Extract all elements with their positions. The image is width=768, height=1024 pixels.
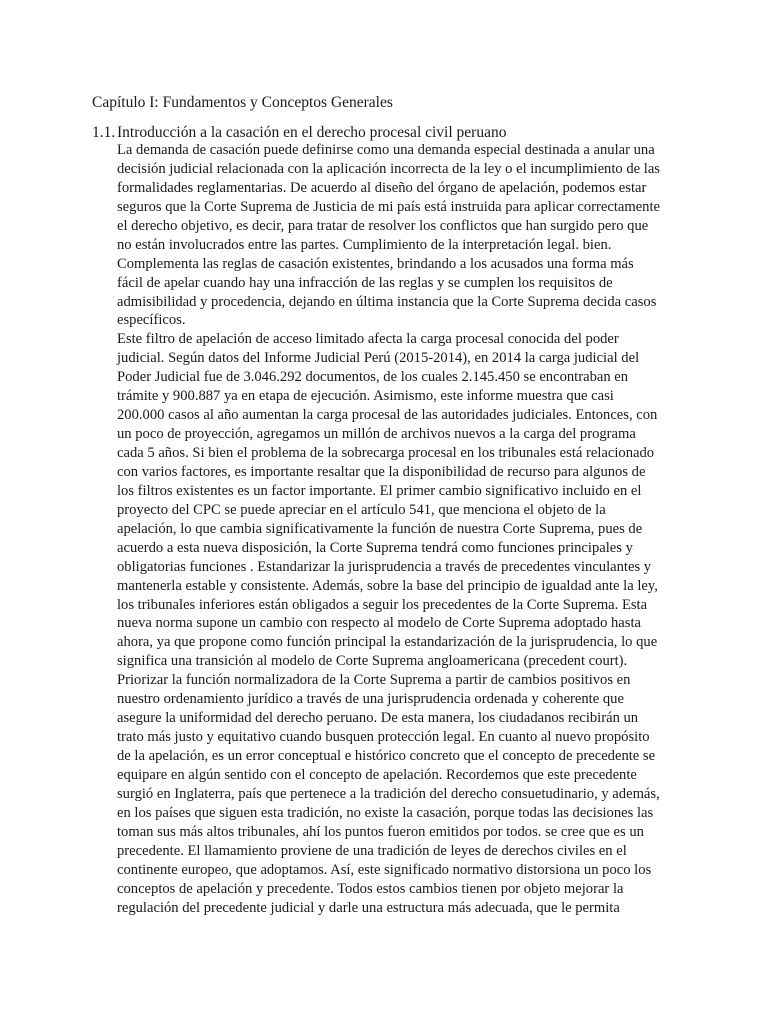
body-line: continente europeo, que adoptamos. Así, este significado normativo distorsiona un poco los [117,861,652,878]
body-line: regulación del precedente judicial y darle una estructura más adecuada, que le permita [117,899,620,916]
body-line: Poder Judicial fue de 3.046.292 documentos, de los cuales 2.145.450 se encontraban en [117,369,629,386]
body-line: ahora, ya que propone como función principal la estandarización de la jurisprudencia, lo que [117,634,658,651]
section-body [117,141,687,917]
section-title: Introducción a la casación en el derecho procesal civil peruano [117,124,507,141]
body-line: apelación, lo que cambia significativamente la función de nuestra Corte Suprema, pues de [117,520,643,537]
body-line: Este filtro de apelación de acceso limitado afecta la carga procesal conocida del poder [117,331,619,348]
body-line: los tribunales inferiores están obligados a seguir los precedentes de la Corte Suprema. Esta [117,596,648,613]
body-line: obligatorias funciones . Estandarizar la jurisprudencia a través de precedentes vinculantes y [117,558,652,575]
body-line: Priorizar la función normalizadora de la Corte Suprema a partir de cambios positivos en [117,672,631,689]
body-line: formalidades reglamentarias. De acuerdo al diseño del órgano de apelación, podemos estar [117,179,647,196]
body-line: no están involucrados entre las partes. Cumplimiento de la interpretación legal. bien. [117,236,612,253]
body-line: nuestro ordenamiento jurídico a través de una jurisprudencia ordenada y coherente que [117,691,624,708]
body-line: equipare en algún sentido con el concepto de apelación. Recordemos que este precedente [117,766,637,783]
body-line: admisibilidad y procedencia, dejando en última instancia que la Corte Suprema decida casos [117,293,657,310]
body-line: asegure la uniformidad del derecho peruano. De esta manera, los ciudadanos recibirán un [117,710,639,727]
body-line: 200.000 casos al año aumentan la carga procesal de las autoridades judiciales. Entonces, con [117,407,658,424]
body-line: cada 5 años. Si bien el problema de la sobrecarga procesal en los tribunales está relacionado [117,445,655,461]
body-line: seguros que la Corte Suprema de Justicia de mi país está instruida para aplicar correctamente [117,198,661,215]
body-line: de la apelación, es un error conceptual e histórico concreto que el concepto de precedente se [117,748,656,764]
body-line: nueva norma supone un cambio con respecto al modelo de Corte Suprema adoptado hasta [117,615,641,632]
body-line: conceptos de apelación y precedente. Todos estos cambios tienen por objeto mejorar la [117,880,624,897]
body-line: precedente. El llamamiento proviene de una tradición de leyes de derechos civiles en el [117,842,627,859]
body-line: decisión judicial relacionada con la aplicación incorrecta de la ley o el incumplimiento de las [117,160,660,177]
body-line: fácil de apelar cuando hay una infracción de las reglas y se cumplen los requisitos de [117,274,613,291]
body-line: específicos. [117,312,186,329]
body-line: acuerdo a esta nueva disposición, la Corte Suprema tendrá como funciones principales y [117,539,633,556]
body-line: judicial. Según datos del Informe Judicial Perú (2015-2014), en 2014 la carga judicial del [117,350,640,367]
body-line: La demanda de casación puede definirse como una demanda especial destinada a anular una [117,142,655,158]
section-number: 1.1. [92,124,116,141]
body-line: un poco de proyección, agregamos un millón de archivos nuevos a la carga del programa [117,426,636,443]
body-line: Complementa las reglas de casación existentes, brindando a los acusados una forma más [117,255,634,272]
body-line: el derecho objetivo, es decir, para tratar de resolver los conflictos que han surgido pero que [117,217,649,234]
chapter-title: Capítulo I: Fundamentos y Conceptos Generales [92,94,393,111]
body-line: mantenerla estable y consistente. Además, sobre la base del principio de igualdad ante la ley, [117,577,658,594]
body-line: en los países que siguen esta tradición, no existe la casación, porque todas las decisiones las [117,804,654,821]
body-line: significa una transición al modelo de Corte Suprema angloamericana (precedent court). [117,653,628,670]
section-heading [92,123,506,143]
body-line: surgió en Inglaterra, país que pertenece a la tradición del derecho consuetudinario, y además, [117,785,660,802]
body-line: con varios factores, es importante resaltar que la disponibilidad de recurso para algunos de [117,463,646,480]
body-line: trámite y 900.887 ya en etapa de ejecución. Asimismo, este informe muestra que casi [117,388,614,405]
body-line: los filtros existentes es un factor importante. El primer cambio significativo incluido en el [117,482,642,499]
body-line: proyecto del CPC se puede apreciar en el artículo 541, que menciona el objeto de la [117,501,606,518]
body-line: toman sus más altos tribunales, ahí los puntos fueron emitidos por todos. se cree que es un [117,823,644,840]
body-line: trato más justo y equitativo cuando busquen protección legal. En cuanto al nuevo propósito [117,729,650,746]
